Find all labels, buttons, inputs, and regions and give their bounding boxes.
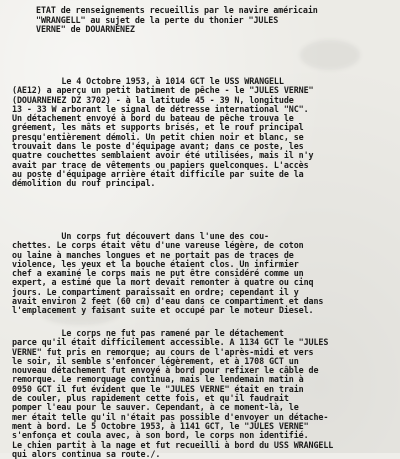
text-line: chef a examiné le corps mais ne put être considéré comme un <box>12 268 304 279</box>
paragraph-2 <box>12 232 394 316</box>
text-line: chettes. Le corps était vêtu d'une vareuse légère, de coton <box>12 240 304 251</box>
text-line: trouvait dans le poste d'équipage avant; dans ce poste, les <box>12 141 304 152</box>
text-line: pomper l'eau pour le sauver. Cependant, à ce moment-là, le <box>12 402 299 413</box>
text-line: quatre couchettes semblaient avoir été utilisées, mais il n'y <box>12 150 314 161</box>
heading-line: "WRANGELL" au sujet de la perte du thonier "JULES <box>36 14 279 25</box>
text-line: le soir, il semble s'enfoncer légèrement, et à 1708 GCT un <box>12 355 299 366</box>
paragraph-3 <box>12 329 394 459</box>
heading-line: ETAT de renseignements recueillis par le navire américain <box>36 5 318 15</box>
heading-line: VERNE" de DOUARNENEZ <box>36 24 135 35</box>
text-line: Le 4 Octobre 1953, à 1014 GCT le USS WRANGELL <box>12 76 284 86</box>
text-line: violence, les yeux et la bouche étaient clos. Un infirmier <box>12 258 299 269</box>
text-line: de couler, plus rapidement cette fois, et qu'il faudrait <box>12 393 289 404</box>
text-line: VERNE" fut pris en remorque; au cours de l'après-midi et vers <box>12 346 314 357</box>
text-line: gréement, les mâts et supports brisés, et le rouf principal <box>12 122 304 133</box>
text-line: Le chien partit à la nage et fut recueilli à bord du USS WRANGELL <box>12 439 334 450</box>
text-line: presqu'entièrement démoli. Un petit chien noir et blanc, se <box>12 131 304 142</box>
text-line: 0950 GCT il fut évident que le "JULES VERNE" était en train <box>12 383 304 394</box>
text-line: Un détachement envoyé à bord du bateau de pêche trouva le <box>12 113 294 124</box>
text-line: remorque. Le remorquage continua, mais le lendemain matin à <box>12 374 304 385</box>
text-line: Le corps ne fut pas ramené par le détachement <box>12 328 284 338</box>
paper-stain <box>300 40 360 70</box>
text-line: s'enfonça et coula avec, à son bord, le corps non identifié. <box>12 430 309 441</box>
text-line: ou laine à manches longues et ne portait pas de traces de <box>12 249 294 260</box>
text-line: 13 - 33 W arborant le signal de détresse international "NC". <box>12 103 309 114</box>
text-line: avait environ 2 feet (60 cm) d'eau dans ce compartiment et dans <box>12 296 324 307</box>
text-line: jours. Le compartiment paraissait en ordre; cependant il y <box>12 286 299 297</box>
text-line: avait par trace de vêtements ou papiers quelconques. L'accès <box>12 159 309 170</box>
text-line: parce qu'il était difficilement accessible. A 1134 GCT le "JULES <box>12 337 329 348</box>
text-line: au poste d'équipage arrière était difficile par suite de la <box>12 168 304 179</box>
text-line: nouveau détachement fut envoyé à bord pour refixer le câble de <box>12 365 319 376</box>
text-line: Un corps fut découvert dans l'une des cou- <box>12 231 269 241</box>
text-line: mer était telle qu'il n'était pas possible d'envoyer un détache- <box>12 411 329 422</box>
text-line: qui alors continua sa route./. <box>12 448 161 459</box>
text-line: démolition du rouf principal. <box>12 178 156 189</box>
text-line: (DOUARNENEZ DZ 3702) - à la latitude 45 - 39 N, longitude <box>12 94 294 105</box>
text-line: expert, a estimé que la mort devait remonter à quatre ou cinq <box>12 277 314 288</box>
text-line: (AE12) a aperçu un petit batiment de pêche - le "JULES VERNE" <box>12 85 314 96</box>
text-line: ment à bord. Le 5 Octobre 1953, à 1141 GCT, le "JULES VERNE" <box>12 420 309 431</box>
text-line: l'emplacement y faisant suite et occupé par le moteur Diesel. <box>12 305 314 316</box>
paragraph-1 <box>12 77 394 189</box>
document-heading <box>36 6 336 35</box>
